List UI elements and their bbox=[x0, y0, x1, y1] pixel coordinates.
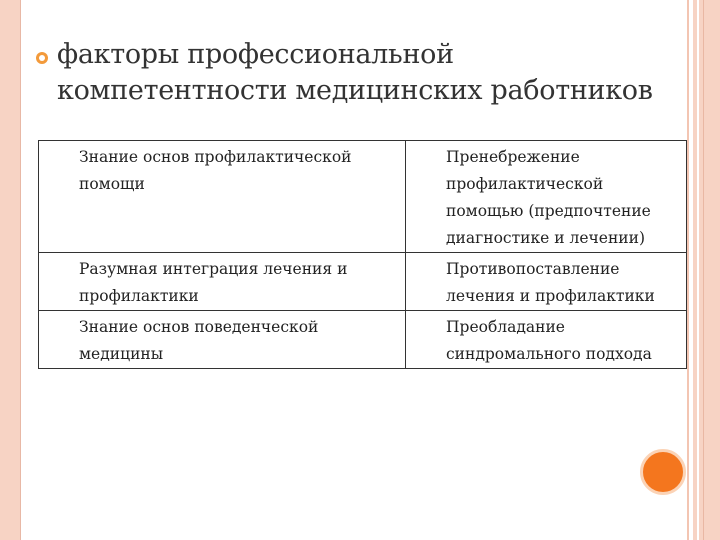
table-row bbox=[39, 253, 687, 311]
right-frame-stripe-thin bbox=[703, 0, 704, 540]
table-cell-left: Знание основ поведенческой медицины bbox=[39, 311, 406, 369]
right-divider-line bbox=[687, 0, 689, 540]
table-cell-right: Противопоставление лечения и профилактики bbox=[406, 253, 687, 311]
table-cell-right: Преобладание синдромального подхода bbox=[406, 311, 687, 369]
table-row bbox=[39, 311, 687, 369]
title-bullet-icon bbox=[36, 52, 48, 64]
right-frame-stripe bbox=[697, 0, 699, 540]
table-cell-left: Знание основ профилактической помощи bbox=[39, 141, 406, 253]
decorative-circle-icon bbox=[640, 449, 686, 495]
table-cell-left: Разумная интеграция лечения и профилактики bbox=[39, 253, 406, 311]
factors-table bbox=[38, 140, 687, 369]
table-row bbox=[39, 141, 687, 253]
right-frame-border bbox=[693, 0, 720, 540]
table-cell-right: Пренебрежение профилактической помощью (предпочтение диагностике и лечении) bbox=[406, 141, 687, 253]
left-frame-border bbox=[0, 0, 21, 540]
slide-title: факторы профессиональной компетентности медицинских работников bbox=[57, 39, 653, 106]
